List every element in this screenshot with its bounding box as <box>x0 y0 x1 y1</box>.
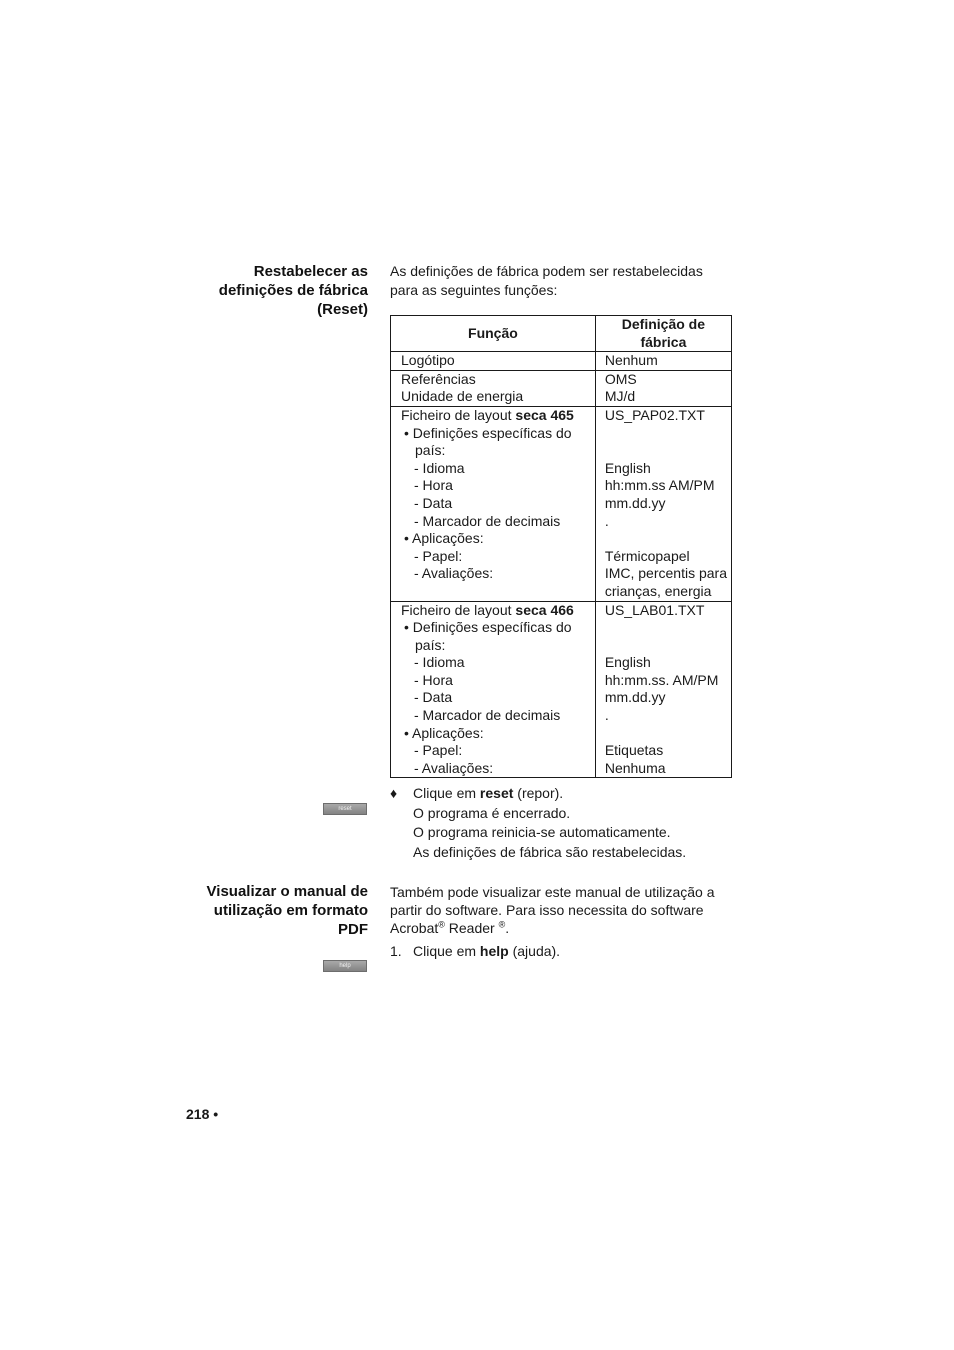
page-number: 218 • <box>186 1106 219 1122</box>
table-row <box>391 352 732 371</box>
table-row <box>391 601 732 778</box>
table-cell <box>595 352 731 371</box>
layout-file-model: seca 466 <box>515 601 574 618</box>
layout-file-label: Ficheiro de layout <box>401 601 516 618</box>
cell-line: país: <box>415 442 446 459</box>
step-number: 1. <box>390 943 402 959</box>
cell-line <box>605 425 727 443</box>
reset-step <box>390 784 686 804</box>
cell-line <box>605 725 727 743</box>
intro-line: para as seguintes funções: <box>390 282 558 298</box>
step-result-line: O programa é encerrado. <box>413 804 571 821</box>
cell-line: hh:mm.ss AM/PM <box>604 477 715 494</box>
cell-line: Térmicopapel <box>604 547 690 564</box>
cell-line <box>605 442 727 460</box>
table-cell <box>391 370 596 406</box>
intro-text: Reader <box>444 920 499 936</box>
cell-line: - Marcador de decimais <box>414 512 561 529</box>
step-result-line: O programa reinicia-se automaticamente. <box>413 824 671 840</box>
cell-line: English <box>604 654 651 671</box>
cell-line: - Avaliações: <box>414 759 494 776</box>
cell-line: - Papel: <box>414 547 463 564</box>
reset-section-heading <box>168 262 368 319</box>
cell-line: - Data <box>414 689 453 706</box>
help-button[interactable]: help <box>323 960 367 972</box>
cell-line: - Data <box>414 494 453 511</box>
cell-line: English <box>604 459 651 476</box>
heading-line: utilização em formato <box>213 902 368 919</box>
cell-line: Nenhum <box>604 352 658 369</box>
heading-line: PDF <box>338 921 368 938</box>
cell-line: - Hora <box>414 477 453 494</box>
cell-line <box>401 407 591 425</box>
step-text: (ajuda). <box>508 943 561 959</box>
heading-line: Visualizar o manual de <box>206 883 368 900</box>
cell-line: • Aplicações: <box>404 724 484 741</box>
step-text: Clique em <box>413 943 480 959</box>
column-header-default: Definição de fábrica <box>595 316 731 352</box>
table-cell <box>595 406 731 601</box>
intro-text: Acrobat <box>390 920 439 936</box>
table-cell <box>391 601 596 778</box>
cell-line: US_LAB01.TXT <box>604 601 705 618</box>
pdf-steps <box>390 942 560 962</box>
cell-line: IMC, percentis para <box>604 565 727 582</box>
cell-line: mm.dd.yy <box>604 494 666 511</box>
pdf-intro <box>390 883 735 937</box>
cell-line: • Definições específicas do <box>404 619 572 636</box>
reset-button[interactable]: reset <box>323 803 367 815</box>
step-command: reset <box>479 785 514 801</box>
reset-intro <box>390 262 735 300</box>
pdf-section-heading <box>168 882 368 939</box>
cell-line: Nenhuma <box>604 759 666 776</box>
cell-line: OMS <box>604 370 637 387</box>
reset-steps <box>390 784 686 862</box>
cell-line: Logótipo <box>401 352 455 369</box>
cell-line: - Avaliações: <box>414 565 494 582</box>
cell-line: - Hora <box>414 671 453 688</box>
table-cell <box>595 370 731 406</box>
cell-line: país: <box>415 636 446 653</box>
cell-line: hh:mm.ss. AM/PM <box>604 671 719 688</box>
cell-line: Referências <box>401 370 476 387</box>
cell-line: • Definições específicas do <box>404 424 572 441</box>
intro-line: As definições de fábrica podem ser restabelecidas <box>390 263 703 279</box>
cell-line <box>605 637 727 655</box>
cell-line: • Aplicações: <box>404 530 484 547</box>
cell-line: Unidade de energia <box>401 388 524 405</box>
table-cell <box>595 601 731 778</box>
column-header-function: Função <box>391 316 596 352</box>
factory-defaults-table <box>390 315 732 778</box>
table-cell <box>391 406 596 601</box>
intro-line <box>390 919 735 937</box>
diamond-bullet-icon: ♦ <box>390 785 398 801</box>
cell-line <box>401 602 591 620</box>
cell-line: US_PAP02.TXT <box>604 406 705 423</box>
heading-line: Restabelecer as <box>253 263 368 280</box>
cell-line: - Marcador de decimais <box>414 707 561 724</box>
cell-line: crianças, energia <box>604 582 712 599</box>
heading-line: (Reset) <box>317 301 368 318</box>
intro-line: partir do software. Para isso necessita do software <box>390 902 704 918</box>
table-header-row <box>391 316 732 352</box>
cell-line: . <box>604 707 609 724</box>
cell-line: MJ/d <box>604 388 636 405</box>
cell-line: . <box>604 512 609 529</box>
step-command: help <box>479 943 509 959</box>
registered-mark: ® <box>498 919 506 930</box>
cell-line: - Papel: <box>414 742 463 759</box>
pdf-step <box>390 942 560 962</box>
cell-line: - Idioma <box>414 654 465 671</box>
cell-line <box>605 530 727 548</box>
intro-text: . <box>505 920 510 936</box>
cell-line: Etiquetas <box>604 742 664 759</box>
step-result-line: As definições de fábrica são restabelecidas. <box>413 843 687 860</box>
registered-mark: ® <box>438 919 445 930</box>
step-text: (repor). <box>513 785 564 801</box>
cell-line: mm.dd.yy <box>604 689 666 706</box>
table-row <box>391 406 732 601</box>
cell-line <box>605 619 727 637</box>
step-text: Clique em <box>413 785 480 801</box>
heading-line: definições de fábrica <box>218 282 368 299</box>
cell-line: - Idioma <box>414 459 465 476</box>
layout-file-model: seca 465 <box>515 406 574 423</box>
layout-file-label: Ficheiro de layout <box>401 406 516 423</box>
intro-line: Também pode visualizar este manual de utilização a <box>390 884 715 900</box>
table-cell <box>391 352 596 371</box>
table-row <box>391 370 732 406</box>
